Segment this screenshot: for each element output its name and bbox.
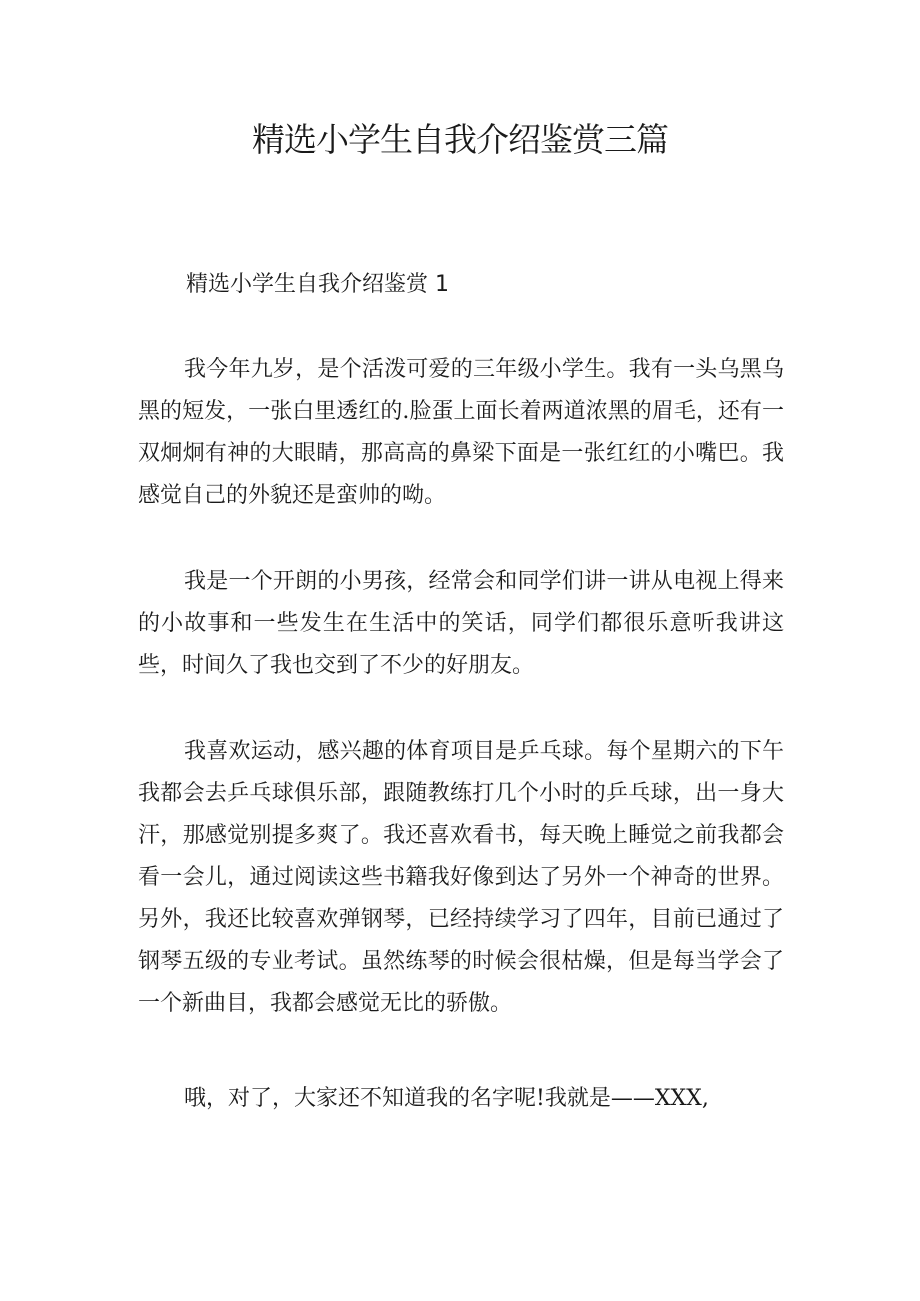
paragraph-hobbies: 我喜欢运动，感兴趣的体育项目是乒乓球。每个星期六的下午我都会去乒乓球俱乐部，跟随教练打几个小时的乒乓球，出一身大汗，那感觉别提多爽了。我还喜欢看书，每天晚上睡觉之前我都会看一会儿，通过阅读这些书籍我好像到达了另外一个神奇的世界。另外，我还比较喜欢弹钢琴，已经持续学习了四年，目前已通过了钢琴五级的专业考试。虽然练琴的时候会很枯燥，但是每当学会了一个新曲目，我都会感觉无比的骄傲。	[138, 739, 784, 1016]
paragraph-personality: 我是一个开朗的小男孩，经常会和同学们讲一讲从电视上得来的小故事和一些发生在生活中的笑话，同学们都很乐意听我讲这些，时间久了我也交到了不少的好朋友。	[138, 569, 784, 678]
section-heading: 精选小学生自我介绍鉴赏 1	[186, 272, 449, 297]
paragraph-appearance: 我今年九岁，是个活泼可爱的三年级小学生。我有一头乌黑乌黑的短发，一张白里透红的.脸蛋上面长着两道浓黑的眉毛，还有一双炯炯有神的大眼睛，那高高的鼻梁下面是一张红红的小嘴巴。我感觉自己的外貌还是蛮帅的呦。	[138, 357, 784, 508]
paragraph-name: 哦，对了，大家还不知道我的名字呢!我就是——XXX,	[184, 1086, 709, 1111]
document-title: 精选小学生自我介绍鉴赏三篇	[252, 120, 668, 159]
